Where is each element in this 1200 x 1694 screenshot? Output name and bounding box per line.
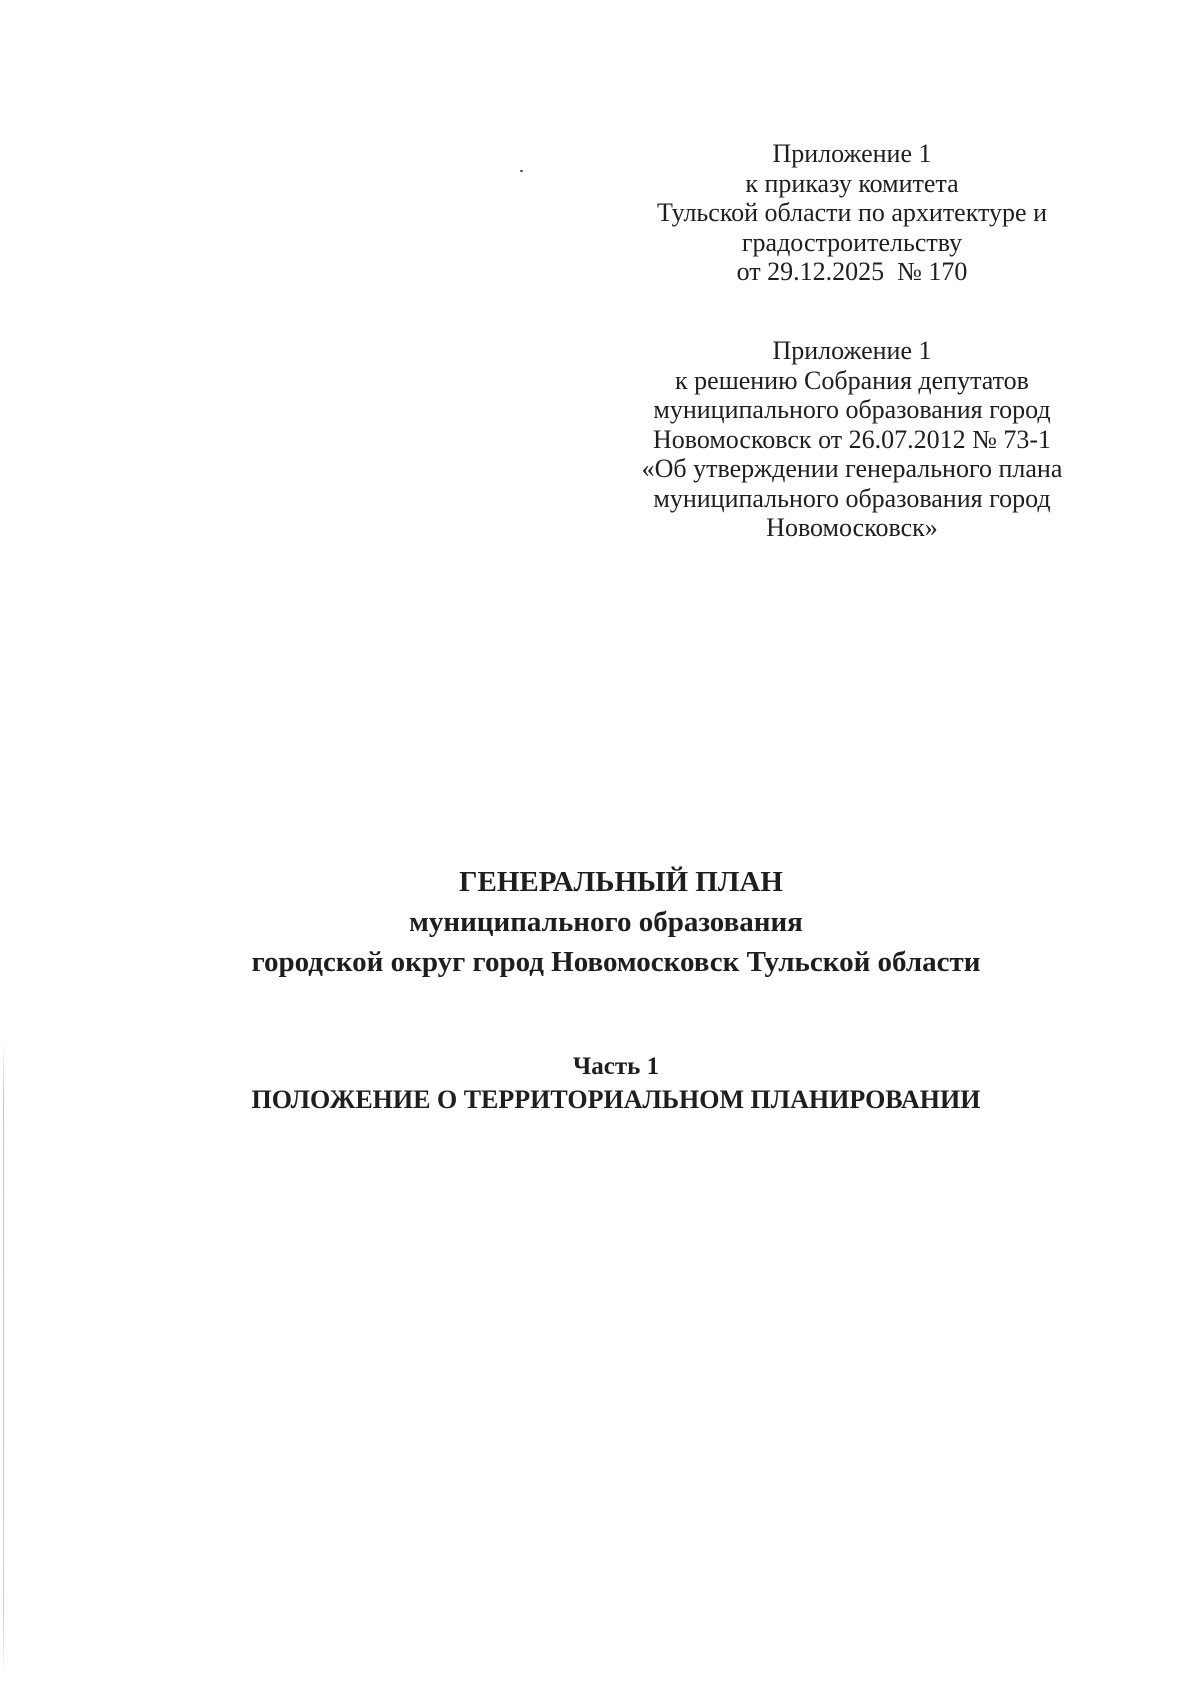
appendix-order-line: к приказу комитета [745, 168, 959, 198]
title-subheading: муниципального образования [409, 906, 803, 938]
appendix-order-block [592, 139, 1112, 287]
appendix-order-line: Тульской области по архитектуре и [657, 198, 1047, 227]
appendix-decision-line: Новомосковск от 26.07.2012 № 73-1 [652, 424, 1052, 454]
document-title [0, 862, 1200, 982]
appendix-decision-line: Приложение 1 [772, 336, 932, 365]
scan-speck [520, 170, 523, 172]
scan-edge-line [3, 1040, 4, 1680]
appendix-decision-line: «Об утверждении генерального плана [641, 454, 1063, 483]
appendix-order-line: Приложение 1 [772, 139, 932, 168]
part-block [0, 1050, 1200, 1116]
appendix-order-line: градостроительству [741, 227, 963, 257]
appendix-decision-line: Новомосковск» [766, 513, 938, 542]
appendix-order-date: от 29.12.2025 № 170 [736, 257, 968, 286]
part-name: ПОЛОЖЕНИЕ О ТЕРРИТОРИАЛЬНОМ ПЛАНИРОВАНИИ [251, 1085, 981, 1114]
part-label: Часть 1 [572, 1053, 660, 1080]
title-heading: ГЕНЕРАЛЬНЫЙ ПЛАН [459, 866, 783, 898]
appendix-decision-line: муниципального образования город [653, 395, 1051, 424]
appendix-decision-line: к решению Собрания депутатов [675, 365, 1029, 395]
appendix-decision-line: муниципального образования город [653, 483, 1051, 513]
appendix-decision-block [592, 336, 1112, 543]
title-municipality: городской округ город Новомосковск Тульской области [251, 946, 981, 978]
